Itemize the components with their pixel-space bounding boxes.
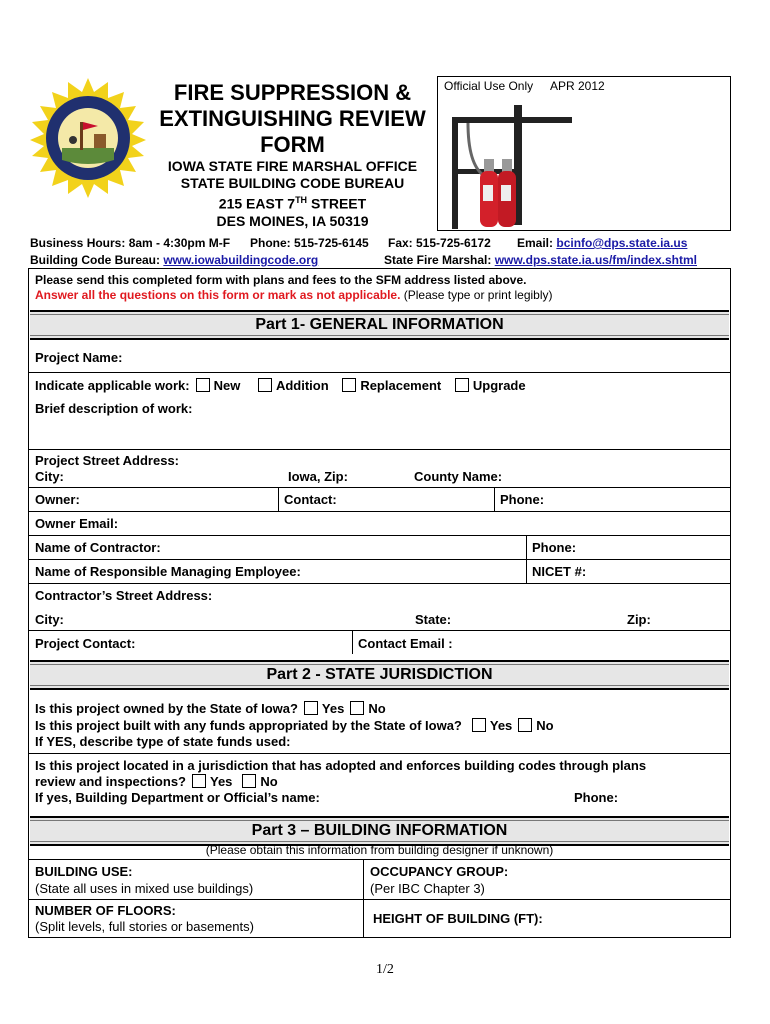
contractor-phone-field[interactable]: Phone: [532, 540, 577, 555]
contractor-city-field[interactable]: City: [35, 612, 64, 627]
jurisdiction-question-line2: review and inspections? Yes No [35, 774, 278, 789]
form-date: APR 2012 [550, 79, 605, 93]
iowa-zip-field[interactable]: Iowa, Zip: [288, 469, 348, 484]
project-contact-field[interactable]: Project Contact: [35, 636, 136, 651]
business-hours: Business Hours: 8am - 4:30pm M-F [30, 236, 231, 250]
sfm-website: State Fire Marshal: www.dps.state.ia.us/fm/index.shtml [384, 253, 697, 267]
contractor-name-field[interactable]: Name of Contractor: [35, 540, 161, 555]
county-field[interactable]: County Name: [414, 469, 503, 484]
project-city-field[interactable]: City: [35, 469, 64, 484]
checkbox-state-owned-yes[interactable] [304, 701, 318, 715]
contact-email-field[interactable]: Contact Email : [358, 636, 453, 651]
part3-note: (Please obtain this information from building designer if unknown) [205, 843, 554, 857]
checkbox-addition[interactable] [258, 378, 272, 392]
instruction-line: Please send this completed form with plans and fees to the SFM address listed above. [35, 273, 527, 287]
part1-header: Part 1- GENERAL INFORMATION [30, 310, 729, 340]
checkbox-replacement[interactable] [342, 378, 356, 392]
project-street-field[interactable]: Project Street Address: [35, 453, 180, 468]
contractor-zip-field[interactable]: Zip: [627, 612, 651, 627]
nicet-field[interactable]: NICET #: [532, 564, 587, 579]
instruction-required: Answer all the questions on this form or mark as not applicable. (Please type or print legibly) [35, 288, 553, 302]
number-of-floors-field[interactable]: NUMBER OF FLOORS: [35, 903, 176, 918]
state-owned-question: Is this project owned by the State of Iowa? Yes No [35, 701, 386, 716]
checkbox-jurisdiction-no[interactable] [242, 774, 256, 788]
building-use-note: (State all uses in mixed use buildings) [35, 881, 254, 896]
checkbox-state-funds-yes[interactable] [472, 718, 486, 732]
occupancy-group-field[interactable]: OCCUPANCY GROUP: [370, 864, 509, 879]
part3-header: Part 3 – BUILDING INFORMATION [30, 816, 729, 846]
part2-header: Part 2 - STATE JURISDICTION [30, 660, 729, 690]
state-funds-type-field[interactable]: If YES, describe type of state funds used: [35, 734, 291, 749]
state-funds-question: Is this project built with any funds appropriated by the State of Iowa? Yes No [35, 718, 554, 733]
brief-description-field[interactable]: Brief description of work: [35, 401, 193, 416]
contractor-street-field[interactable]: Contractor’s Street Address: [35, 588, 213, 603]
contractor-state-field[interactable]: State: [415, 612, 452, 627]
sfm-link[interactable]: www.dps.state.ia.us/fm/index.shtml [494, 253, 697, 267]
building-use-field[interactable]: BUILDING USE: [35, 864, 133, 879]
building-official-field[interactable]: If yes, Building Department or Official’s name: [35, 790, 320, 805]
owner-email-field[interactable]: Owner Email: [35, 516, 119, 531]
building-official-phone-field[interactable]: Phone: [574, 790, 619, 805]
form-title: FIRE SUPPRESSION & EXTINGUISHING REVIEW FORM [159, 80, 426, 157]
checkbox-state-funds-no[interactable] [518, 718, 532, 732]
page-number: 1/2 [376, 962, 394, 977]
work-type-row: Indicate applicable work: New Addition Replacement Upgrade [35, 378, 526, 393]
checkbox-new[interactable] [196, 378, 210, 392]
bcb-website: Building Code Bureau: www.iowabuildingcode.org [30, 253, 319, 267]
owner-field[interactable]: Owner: [35, 492, 80, 507]
rme-field[interactable]: Name of Responsible Managing Employee: [35, 564, 301, 579]
owner-phone-field[interactable]: Phone: [500, 492, 545, 507]
checkbox-upgrade[interactable] [455, 378, 469, 392]
office-address: IOWA STATE FIRE MARSHAL OFFICE STATE BUILDING CODE BUREAU 215 EAST 7TH STREET DES MOINES, IA 50319 [167, 158, 418, 229]
email-link[interactable]: bcinfo@dps.state.ia.us [556, 236, 688, 250]
checkbox-jurisdiction-yes[interactable] [192, 774, 206, 788]
iowa-dps-seal-icon [28, 78, 148, 198]
number-of-floors-note: (Split levels, full stories or basements) [35, 919, 254, 934]
office-fax: Fax: 515-725-6172 [388, 236, 491, 250]
office-phone: Phone: 515-725-6145 [250, 236, 369, 250]
occupancy-group-note: (Per IBC Chapter 3) [370, 881, 485, 896]
building-height-field[interactable]: HEIGHT OF BUILDING (FT): [373, 911, 543, 926]
jurisdiction-question-line1: Is this project located in a jurisdiction that has adopted and enforces building codes through plans [35, 758, 647, 773]
owner-contact-field[interactable]: Contact: [284, 492, 337, 507]
official-use-box [437, 76, 731, 231]
project-name-field[interactable]: Project Name: [35, 350, 123, 365]
checkbox-state-owned-no[interactable] [350, 701, 364, 715]
office-email: Email: bcinfo@dps.state.ia.us [517, 236, 688, 250]
fire-extinguisher-cylinders-icon [438, 77, 732, 232]
bcb-link[interactable]: www.iowabuildingcode.org [163, 253, 319, 267]
official-use-label: Official Use Only [444, 79, 534, 93]
